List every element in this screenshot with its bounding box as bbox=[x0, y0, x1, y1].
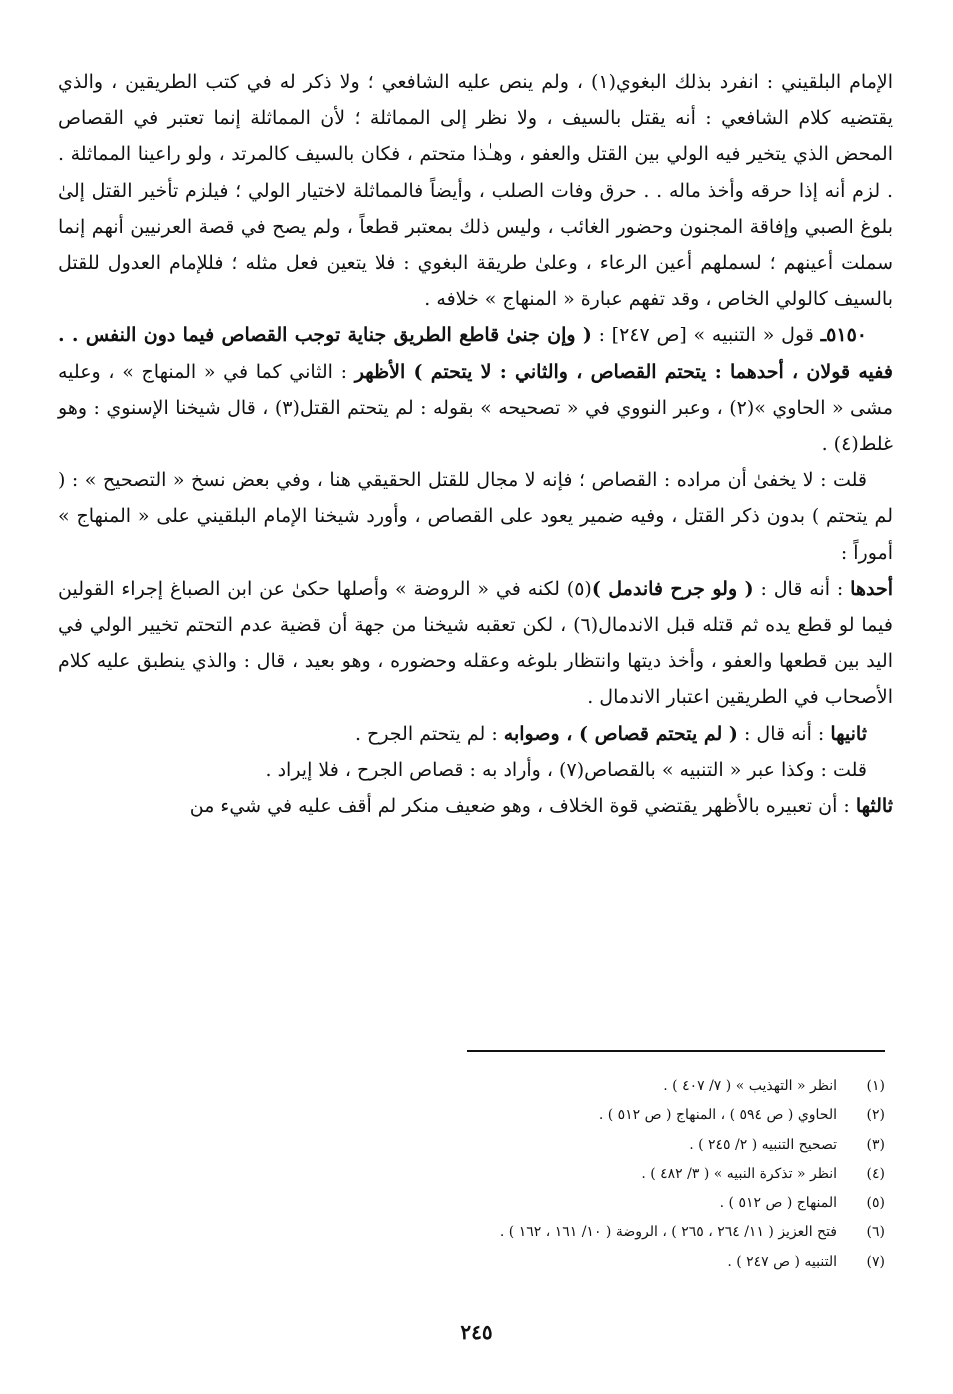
page-number: ٢٤٥ bbox=[460, 1320, 493, 1344]
paragraph-first-point bbox=[58, 571, 893, 716]
paragraph-continued: الإمام البلقيني : انفرد بذلك البغوي(١) ، ولم ينص عليه الشافعي ؛ ولا ذكر له في كتب الطريقين ، والذي يقتضيه كلام الشافعي : أنه يقتل بالسيف ، ولا نظر إلى المماثلة ؛ لأن المماثلة إنما تعتبر في القصاص المحض الذي يتخير فيه الولي بين القتل والعفو ، وهـٰذا متحتم ، فكان بالسيف كالمرتد ، ولو راعينا المماثلة . . لزم أنه إذا حرقه وأخذ ماله . . حرق وفات الصلب ، وأيضاً فالمماثلة لاختيار الولي ؛ فيلزم تأخير القتل إلىٰ بلوغ الصبي وإفاقة المجنون وحضور الغائب ، وليس ذلك بمعتبر قطعاً ، ولم يصح في قصة العرنيين أنهم إنما سملت أعينهم ؛ لسملهم أعين الرعاء ، وعلىٰ طريقة البغوي : فلا يتعين فعل مثله ؛ فللإمام العدول للقتل بالسيف كالولي الخاص ، وقد تفهم عبارة « المنهاج » خلافه . bbox=[58, 71, 893, 311]
paragraph-third-point bbox=[58, 788, 893, 824]
point-text-b: (٥) لكنه في « الروضة » وأصلها حكىٰ عن ابن الصباغ إجراء القولين فيما لو قطع يده ثم قتله قبل الاندمال(٦) ، لكن تعقبه شيخنا من جهة أن قضية عدم التحتم تخيير الولي في اليد بين قطعها والعفو ، وأخذ ديتها وانتظار بلوغه وعقله وحضوره ، وهو بعيد ، قال : والذي ينطبق عليه كلام الأصحاب في الطريقين اعتبار الاندمال . bbox=[58, 577, 893, 709]
footnote-item bbox=[125, 1101, 885, 1130]
main-text bbox=[58, 64, 893, 824]
point-text-b: : لم يتحتم الجرح . bbox=[354, 722, 504, 745]
footnote-number: (٧) bbox=[866, 1253, 885, 1270]
paragraph-qult: قلت : لا يخفىٰ أن مراده : القصاص ؛ فإنه لا مجال للقتل الحقيقي هنا ، وفي بعض نسخ « التصحيح » : ( لم يتحتم ) بدون ذكر القتل ، وفيه ضمير يعود على القصاص ، وأورد شيخنا الإمام البلقيني على « المنهاج » أموراً : bbox=[58, 469, 893, 564]
footnote-number: (٥) bbox=[866, 1195, 885, 1212]
footnote-item bbox=[125, 1072, 885, 1101]
issue-number: ٥١٥٠ـ bbox=[820, 324, 867, 347]
point-text-a: : أنه قال : bbox=[737, 722, 831, 745]
footnote-item bbox=[125, 1218, 885, 1247]
quoted-text: ( وإن جنىٰ قاطع الطريق جناية توجب القصاص فيما دون النفس . . ففيه قولان ، أحدهما : يتحتم القصاص ، والثاني : لا يتحتم ) الأظهر bbox=[58, 324, 893, 383]
footnote-item bbox=[125, 1189, 885, 1218]
footnote-number: (٢) bbox=[866, 1107, 885, 1124]
footnote-number: (١) bbox=[866, 1078, 885, 1094]
paragraph-second-point bbox=[58, 716, 893, 752]
paragraph-qult-2: قلت : وكذا عبر « التنبيه » بالقصاص(٧) ، وأراد به : قصاص الجرح ، فلا إيراد . bbox=[265, 758, 867, 781]
footnote-text: انظر « التهذيب » ( ٧/ ٤٠٧ ) . bbox=[663, 1078, 837, 1094]
footnote-number: (٣) bbox=[866, 1136, 885, 1153]
footnote-text: فتح العزيز ( ١١/ ٢٦٤ ، ٢٦٥ ) ، الروضة ( ١٠/ ١٦١ ، ١٦٢ ) . bbox=[499, 1224, 837, 1241]
footnote-text: انظر « تذكرة النبيه » ( ٣/ ٤٨٢ ) . bbox=[641, 1165, 837, 1182]
footnote-text: المنهاج ( ص ٥١٢ ) . bbox=[719, 1195, 837, 1212]
point-label: أحدها bbox=[850, 577, 893, 600]
footnote-text: تصحيح التنبيه ( ٢/ ٢٤٥ ) . bbox=[689, 1136, 837, 1153]
paragraph-issue-5150 bbox=[58, 317, 893, 462]
footnote-text: الحاوي ( ص ٥٩٤ ) ، المنهاج ( ص ٥١٢ ) . bbox=[598, 1107, 837, 1124]
footnote-separator bbox=[467, 1050, 885, 1052]
footnote-number: (٤) bbox=[866, 1165, 885, 1182]
point-label: ثانيها bbox=[830, 722, 867, 745]
point-text-a: : أنه قال : bbox=[753, 577, 851, 600]
footnote-item bbox=[125, 1248, 885, 1277]
issue-commentary: : الثاني كما في « المنهاج » ، وعليه مشى « الحاوي »(٢) ، وعبر النووي في « تصحيحه » بقوله : لم يتحتم القتل(٣) ، قال شيخنا الإسنوي : وهو غلط(٤) . bbox=[58, 360, 893, 456]
point-quote: ( لم يتحتم قصاص ) ، وصوابه bbox=[503, 722, 738, 745]
point-label: ثالثها bbox=[855, 795, 893, 818]
footnote-item bbox=[125, 1131, 885, 1160]
footnote-item bbox=[125, 1160, 885, 1189]
point-quote: ( ولو جرح فاندمل ) bbox=[591, 577, 754, 600]
issue-intro: قول « التنبيه » [ص ٢٤٧] : bbox=[591, 324, 821, 347]
footnote-text: التنبيه ( ص ٢٤٧ ) . bbox=[727, 1253, 837, 1270]
footnotes bbox=[125, 1072, 885, 1277]
point-text-b: : أن تعبيره بالأظهر يقتضي قوة الخلاف ، وهو ضعيف منكر لم أقف عليه في شيء من bbox=[189, 795, 856, 818]
footnote-number: (٦) bbox=[866, 1224, 885, 1241]
